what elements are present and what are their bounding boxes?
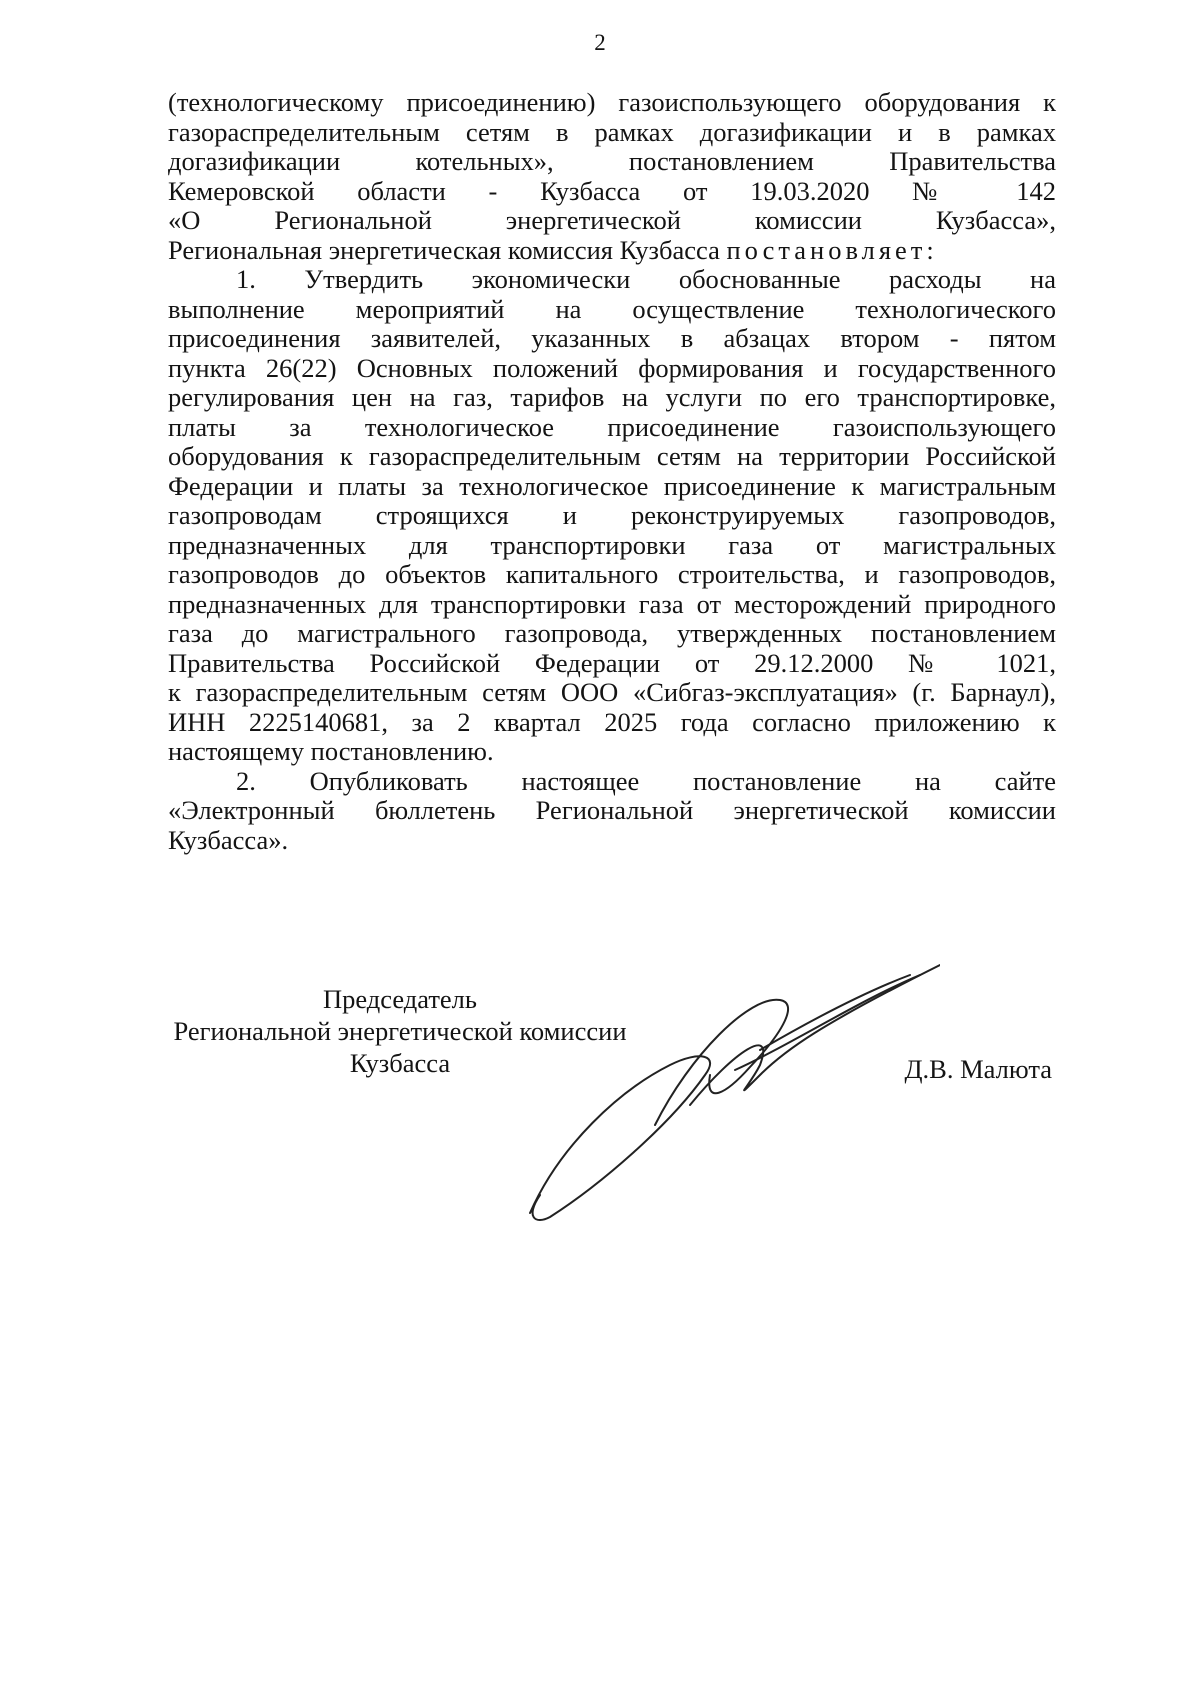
item-1-line: предназначенных для транспортировки газа от месторождений природного: [168, 588, 1056, 619]
handwritten-signature: [520, 955, 940, 1225]
item-1-line: газопроводам строящихся и реконструируемых газопроводов,: [168, 500, 1056, 530]
item-1-line: ИНН 2225140681, за 2 квартал 2025 года согласно приложению к: [168, 706, 1056, 737]
item-2-line: Кузбасса».: [168, 824, 289, 855]
paragraph-line: Кемеровской области - Кузбасса от 19.03.2020 № 142: [168, 175, 1056, 206]
signer-title-line: Кузбасса: [349, 1048, 451, 1078]
item-1-line: 1. Утвердить экономически обоснованные расходы на: [236, 264, 1056, 294]
resolution-word: постановляет:: [726, 234, 938, 265]
item-1-line: Федерации и платы за технологическое присоединение к магистральным: [168, 470, 1056, 501]
item-1-line: к газораспределительным сетям ООО «Сибгаз-эксплуатация» (г. Барнаул),: [168, 677, 1056, 707]
paragraph-line: (технологическому присоединению) газоиспользующего оборудования к: [168, 87, 1056, 117]
item-2-line: «Электронный бюллетень Региональной энергетической комиссии: [168, 795, 1056, 825]
paragraph-line: газораспределительным сетям в рамках догазификации и в рамках: [168, 116, 1056, 147]
item-1-line: Правительства Российской Федерации от 29.12.2000 № 1021,: [168, 647, 1056, 678]
paragraph-line: «О Региональной энергетической комиссии Кузбасса»,: [168, 205, 1056, 235]
item-1-line: регулирования цен на газ, тарифов на услуги по его транспортировке,: [168, 382, 1056, 412]
item-1-line: платы за технологическое присоединение газоиспользующего: [168, 411, 1056, 442]
item-1-line: предназначенных для транспортировки газа от магистральных: [168, 529, 1056, 560]
document-body: [168, 88, 1056, 855]
item-1-line: выполнение мероприятий на осуществление технологического: [168, 293, 1056, 324]
item-1-line: пункта 26(22) Основных положений формирования и государственного: [168, 352, 1056, 383]
signer-title-line: Председатель: [323, 984, 477, 1014]
resolution-line: [168, 236, 1056, 266]
resolution-prefix: Региональная энергетическая комиссия Кузбасса: [168, 234, 727, 265]
item-1-line: присоединения заявителей, указанных в абзацах втором - пятом: [168, 323, 1056, 353]
item-1-line: газопроводов до объектов капитального строительства, и газопроводов,: [168, 559, 1056, 589]
paragraph-line: догазификации котельных», постановлением Правительства: [168, 146, 1056, 176]
item-2-line: 2. Опубликовать настоящее постановление на сайте: [236, 765, 1056, 796]
item-1-line: оборудования к газораспределительным сетям на территории Российской: [168, 441, 1056, 471]
item-1-line: настоящему постановлению.: [168, 736, 494, 766]
item-1-line: газа до магистрального газопровода, утвержденных постановлением: [168, 618, 1056, 648]
page-number: 2: [594, 30, 606, 55]
signer-title-line: Региональной энергетической комиссии: [173, 1016, 627, 1046]
signer-name: Д.В. Малюта: [904, 1054, 1052, 1084]
